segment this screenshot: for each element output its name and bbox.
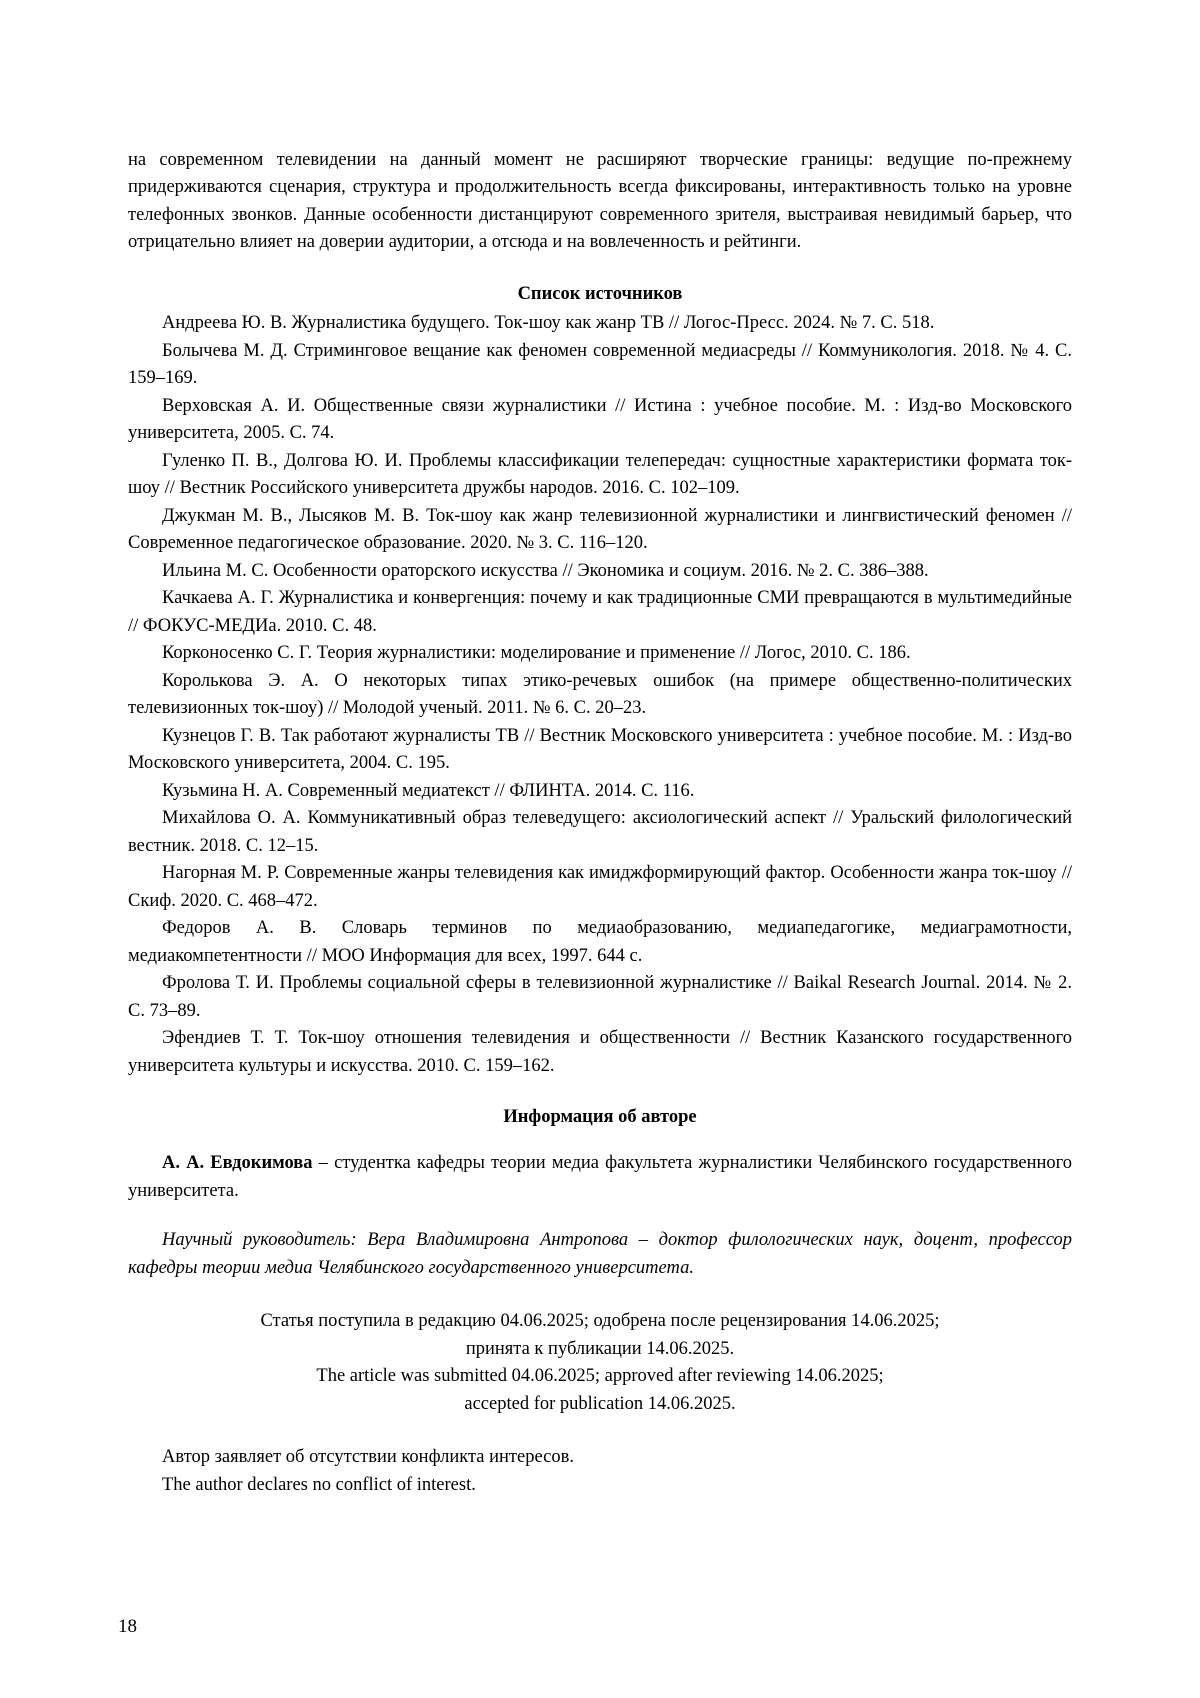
author-description: – студентка кафедры теории медиа факультета журналистики Челябинского государственного университета. [128, 1153, 1073, 1201]
submission-dates [128, 1308, 1072, 1418]
references-list [128, 310, 1072, 1080]
author-info [128, 1150, 1072, 1205]
opening-paragraph: на современном телевидении на данный момент не расширяют творческие границы: ведущие по-прежнему придерживаются сценария, структура и продолжительность всегда фиксированы, интерактивность только на уровне телефонных звонков. Данные особенности дистанцируют современного зрителя, выстраивая невидимый барьер, что отрицательно влияет на доверии аудитории, а отсюда и на вовлеченность и рейтинги. [128, 149, 1072, 252]
reference-item: Кузьмина Н. А. Современный медиатекст // ФЛИНТА. 2014. С. 116. [162, 780, 695, 801]
author-name: А. А. Евдокимова [162, 1153, 313, 1173]
reference-item: Верховская А. И. Общественные связи журналистики // Истина : учебное пособие. М. : Изд-во Московского университета, 2005. С. 74. [128, 395, 1072, 443]
date-line: принята к публикации 14.06.2025. [465, 1338, 735, 1359]
reference-item: Качкаева А. Г. Журналистика и конвергенция: почему и как традиционные СМИ превращаются в мультимедийные // ФОКУС-МЕДИа. 2010. С. 48. [128, 588, 1072, 636]
date-line: The article was submitted 04.06.2025; approved after reviewing 14.06.2025; [316, 1366, 884, 1386]
reference-item: Федоров А. В. Словарь терминов по медиаобразованию, медиапедагогике, медиаграмотности, медиакомпетентности // МОО Информация для всех, 1997. 644 с. [128, 918, 1072, 966]
reference-item: Болычева М. Д. Стриминговое вещание как феномен современной медиасреды // Коммуникология. 2018. № 4. С. 159–169. [128, 340, 1072, 388]
reference-item: Андреева Ю. В. Журналистика будущего. Ток-шоу как жанр ТВ // Логос-Пресс. 2024. № 7. С. 518. [162, 313, 935, 333]
reference-item: Королькова Э. А. О некоторых типах этико-речевых ошибок (на примере общественно-политических телевизионных ток-шоу) // Молодой ученый. 2011. № 6. С. 20–23. [128, 670, 1072, 718]
reference-item: Фролова Т. И. Проблемы социальной сферы в телевизионной журналистике // Baikal Research Journal. 2014. № 2. С. 73–89. [128, 973, 1072, 1021]
date-line: Статья поступила в редакцию 04.06.2025; одобрена после рецензирования 14.06.2025; [260, 1311, 940, 1331]
reference-item: Гуленко П. В., Долгова Ю. И. Проблемы классификации телепередач: сущностные характеристики формата ток-шоу // Вестник Российского университета дружбы народов. 2016. С. 102–109. [128, 450, 1072, 498]
reference-item: Нагорная М. Р. Современные жанры телевидения как имиджформирующий фактор. Особенности жанра ток-шоу // Скиф. 2020. С. 468–472. [128, 863, 1072, 911]
page-number: 18 [118, 1616, 137, 1637]
reference-item: Эфендиев Т. Т. Ток-шоу отношения телевидения и общественности // Вестник Казанского государственного университета культуры и искусства. 2010. С. 159–162. [128, 1028, 1072, 1076]
reference-item: Корконосенко С. Г. Теория журналистики: моделирование и применение // Логос, 2010. С. 186. [162, 643, 911, 663]
reference-item: Ильина М. С. Особенности ораторского искусства // Экономика и социум. 2016. № 2. С. 386–388. [162, 560, 929, 581]
conflict-of-interest [128, 1444, 1072, 1499]
supervisor-note: Научный руководитель: Вера Владимировна Антропова – доктор филологических наук, доцент, профессор кафедры теории медиа Челябинского государственного университета. [128, 1230, 1072, 1278]
conflict-line-en: The author declares no conflict of interest. [162, 1474, 476, 1495]
date-line: accepted for publication 14.06.2025. [464, 1393, 736, 1414]
reference-item: Кузнецов Г. В. Так работают журналисты ТВ // Вестник Московского университета : учебное пособие. М. : Изд-во Московского университета, 2004. С. 195. [128, 725, 1072, 773]
reference-item: Михайлова О. А. Коммуникативный образ телеведущего: аксиологический аспект // Уральский филологический вестник. 2018. С. 12–15. [128, 808, 1072, 856]
author-info-heading: Информация об авторе [503, 1107, 697, 1127]
reference-item: Джукман М. В., Лысяков М. В. Ток-шоу как жанр телевизионной журналистики и лингвистический феномен // Современное педагогическое образование. 2020. № 3. С. 116–120. [128, 505, 1072, 553]
conflict-line-ru: Автор заявляет об отсутствии конфликта интересов. [162, 1447, 574, 1467]
references-heading: Список источников [517, 283, 683, 304]
